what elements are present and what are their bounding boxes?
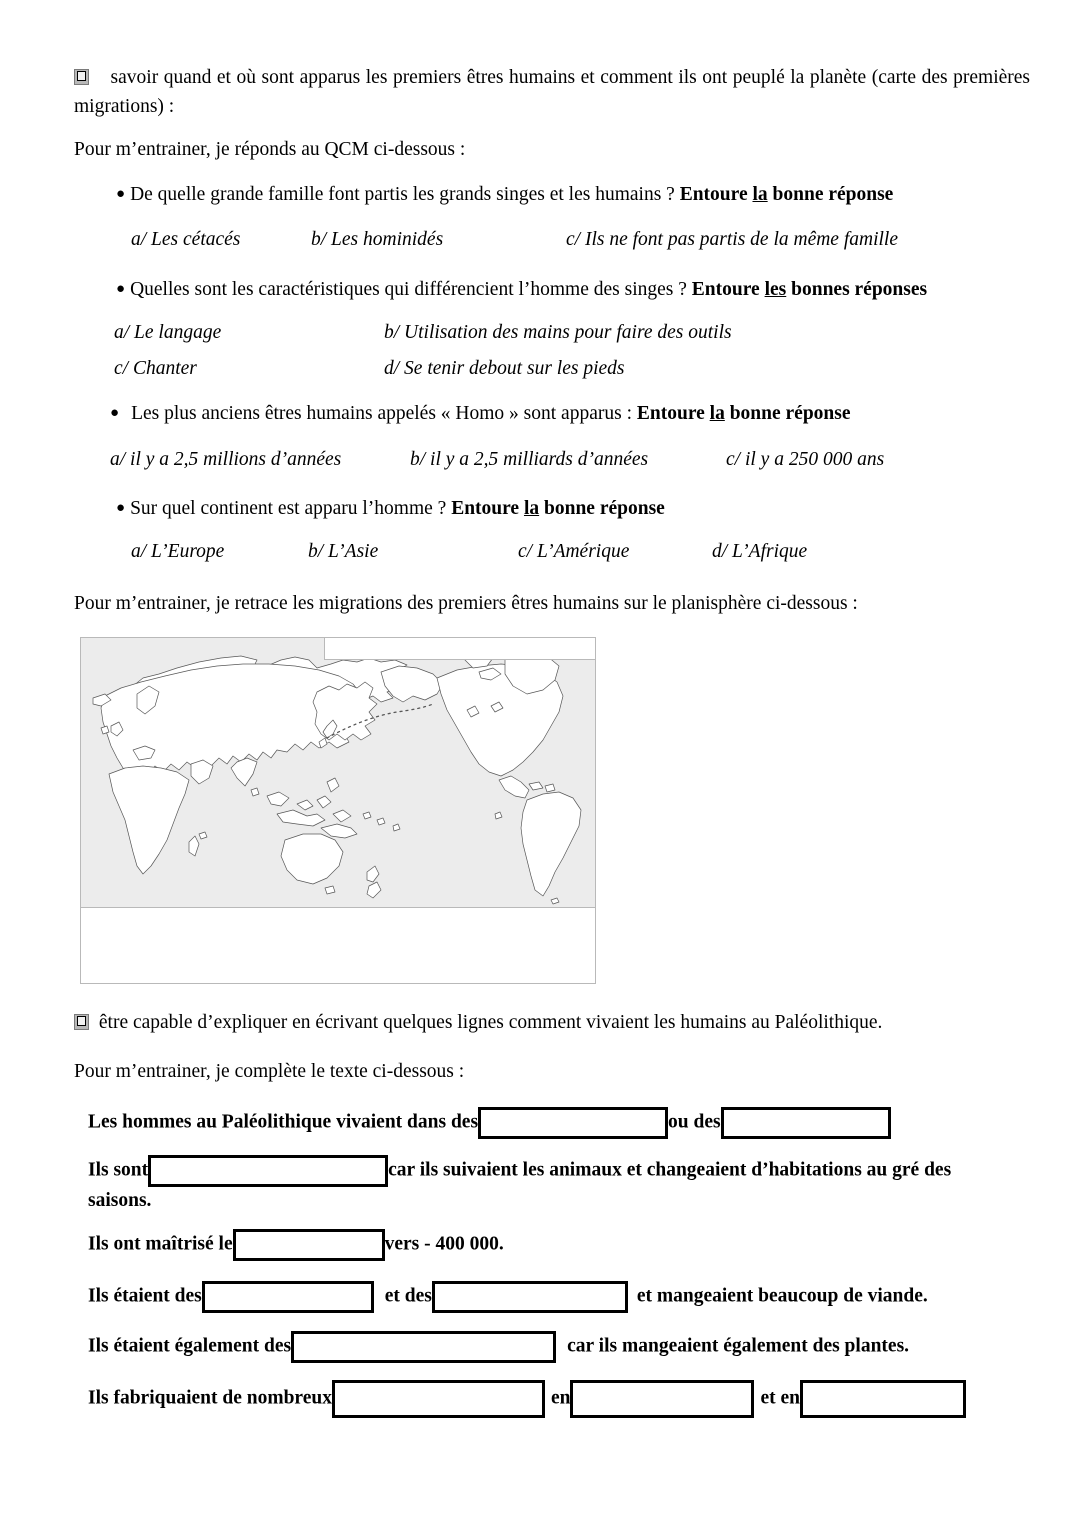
option-c[interactable]: c/ Chanter	[114, 358, 197, 379]
bullet-icon: ●	[116, 186, 126, 202]
question-1-options	[131, 229, 898, 251]
fill-line-4-text-b: et des	[384, 1285, 432, 1307]
qcm-question-1	[116, 181, 893, 208]
objective-2-paragraph	[74, 1008, 1030, 1037]
blank-input-7[interactable]	[291, 1331, 556, 1363]
qcm-question-2	[116, 276, 927, 303]
fill-line-4-text-a: Ils étaient des	[88, 1285, 202, 1307]
question-1-instruction-1: Entoure	[679, 184, 753, 205]
question-4-instruction-2: bonne réponse	[539, 498, 665, 519]
qcm-intro-text: Pour m’entrainer, je réponds au QCM ci-dessous :	[74, 139, 466, 160]
question-1-text: De quelle grande famille font partis les grands singes et les humains ?	[130, 184, 680, 205]
question-4-instruction-1: Entoure	[451, 498, 524, 519]
option-a[interactable]: a/ il y a 2,5 millions d’années	[110, 449, 342, 470]
option-c[interactable]: c/ Ils ne font pas partis de la même famille	[566, 229, 898, 250]
blank-input-3[interactable]	[148, 1155, 388, 1187]
qcm-question-3	[110, 400, 851, 427]
checkbox-square-icon[interactable]	[74, 1014, 89, 1030]
fill-line-4	[88, 1281, 928, 1313]
objective-2-text: être capable d’expliquer en écrivant quelques lignes comment vivaient les humains au Paléolithique.	[98, 1012, 883, 1033]
fill-line-5-text-a: Ils étaient également des	[88, 1335, 292, 1357]
objective-1-text: savoir quand et où sont apparus les premiers êtres humains et comment ils ont peuplé la planète (carte des premières migrations) :	[74, 67, 1030, 117]
fill-line-3	[88, 1229, 504, 1261]
fill-line-6-text-c: et en	[760, 1387, 801, 1409]
fill-line-1	[88, 1107, 891, 1139]
map-bottom-white-band	[81, 908, 595, 984]
bullet-icon: ●	[116, 500, 126, 516]
fill-line-5-text-b: car ils mangeaient également des plantes.	[567, 1335, 910, 1357]
option-a[interactable]: a/ L’Europe	[131, 541, 225, 562]
question-4-instruction-underline: la	[523, 498, 540, 519]
question-2-instruction-1: Entoure	[691, 279, 765, 300]
fill-line-2-text-a: Ils sont	[88, 1159, 149, 1181]
bullet-icon: ●	[110, 405, 120, 421]
option-b[interactable]: b/ il y a 2,5 milliards d’années	[410, 449, 649, 470]
option-d[interactable]: d/ L’Afrique	[712, 541, 808, 562]
option-c[interactable]: c/ il y a 250 000 ans	[726, 449, 885, 470]
objective-1-paragraph	[74, 63, 1030, 121]
blank-input-8[interactable]	[332, 1380, 545, 1418]
world-map-planisphere[interactable]	[80, 637, 596, 984]
fill-line-2	[88, 1155, 1018, 1214]
fill-text-intro: Pour m’entrainer, je complète le texte ci-dessous :	[74, 1061, 465, 1082]
option-a[interactable]: a/ Les cétacés	[131, 229, 241, 250]
world-map-outlines	[81, 638, 595, 908]
fill-line-2-text-b: car ils suivaient les animaux et changeaient d’habitations au gré des saisons.	[88, 1159, 952, 1211]
question-3-instruction-1: Entoure	[636, 403, 710, 424]
blank-input-2[interactable]	[721, 1107, 891, 1139]
blank-input-1[interactable]	[478, 1107, 668, 1139]
option-c[interactable]: c/ L’Amérique	[518, 541, 630, 562]
blank-input-10[interactable]	[800, 1380, 966, 1418]
fill-line-3-text-b: vers - 400 000.	[384, 1233, 504, 1255]
question-2-options-row-1	[114, 322, 732, 344]
question-3-options	[110, 449, 884, 471]
fill-line-1-text-b: ou des	[668, 1111, 721, 1133]
fill-line-3-text-a: Ils ont maîtrisé le	[88, 1233, 233, 1255]
option-b[interactable]: b/ Utilisation des mains pour faire des outils	[384, 322, 732, 343]
question-4-text: Sur quel continent est apparu l’homme ?	[130, 498, 452, 519]
blank-input-4[interactable]	[233, 1229, 385, 1261]
fill-line-6-text-a: Ils fabriquaient de nombreux	[88, 1387, 332, 1409]
bullet-icon: ●	[116, 281, 126, 297]
fill-line-6-text-b: en	[550, 1387, 571, 1409]
question-2-instruction-underline: les	[764, 279, 787, 300]
qcm-question-4	[116, 495, 665, 522]
blank-input-5[interactable]	[202, 1281, 374, 1313]
option-a[interactable]: a/ Le langage	[114, 322, 222, 343]
blank-input-9[interactable]	[570, 1380, 754, 1418]
option-b[interactable]: b/ L’Asie	[308, 541, 379, 562]
fill-line-6	[88, 1380, 966, 1418]
question-3-instruction-underline: la	[709, 403, 725, 424]
question-2-text: Quelles sont les caractéristiques qui différencient l’homme des singes ?	[130, 279, 692, 300]
fill-line-4-text-c: et mangeaient beaucoup de viande.	[636, 1285, 928, 1307]
map-top-white-mask	[324, 638, 595, 660]
blank-input-6[interactable]	[432, 1281, 628, 1313]
question-3-text: Les plus anciens êtres humains appelés « Homo » sont apparus :	[131, 403, 637, 424]
question-2-options-row-2	[114, 358, 624, 380]
checkbox-square-icon[interactable]	[74, 69, 89, 85]
option-d[interactable]: d/ Se tenir debout sur les pieds	[384, 358, 625, 379]
question-1-instruction-underline: la	[752, 184, 768, 205]
fill-line-1-text-a: Les hommes au Paléolithique vivaient dans des	[88, 1111, 479, 1133]
question-2-instruction-2: bonnes réponses	[786, 279, 928, 300]
option-b[interactable]: b/ Les hominidés	[311, 229, 444, 250]
question-4-options	[131, 541, 807, 563]
question-1-instruction-2: bonne réponse	[767, 184, 894, 205]
map-intro-text: Pour m’entrainer, je retrace les migrations des premiers êtres humains sur le planisphère ci-dessous :	[74, 593, 858, 614]
fill-line-5	[88, 1331, 909, 1363]
question-3-instruction-2: bonne réponse	[724, 403, 851, 424]
